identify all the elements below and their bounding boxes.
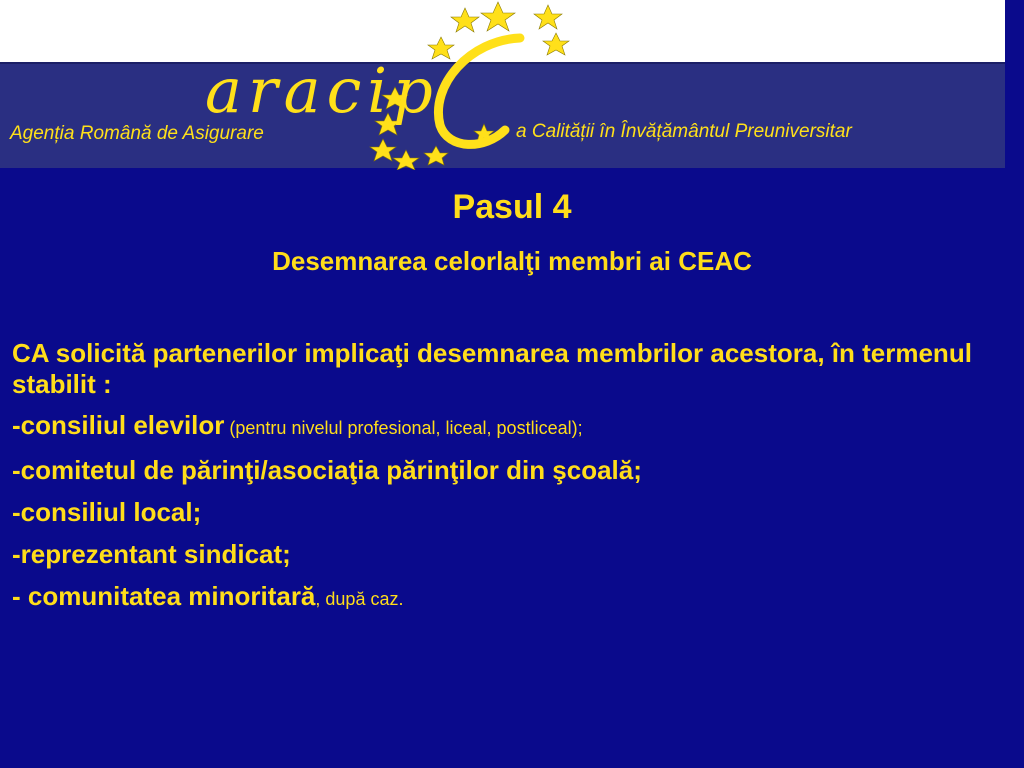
star-icon <box>481 2 515 31</box>
slide-subtitle: Desemnarea celorlalţi membri ai CEAC <box>272 246 752 276</box>
item-main: - comunitatea minoritară <box>12 581 316 611</box>
item-note: (pentru nivelul profesional, liceal, postliceal); <box>224 418 583 438</box>
star-icon <box>543 33 569 55</box>
slide-body <box>12 338 1012 626</box>
agency-name-left: Agenția Română de Asigurare <box>10 123 264 144</box>
star-icon <box>451 8 479 32</box>
item-main: -reprezentant sindicat; <box>12 539 291 569</box>
list-item <box>12 455 1012 486</box>
item-main: -consiliul elevilor <box>12 410 225 440</box>
list-item <box>12 539 1012 570</box>
logo-c-swoosh <box>438 38 520 144</box>
star-icon <box>424 146 448 165</box>
intro-paragraph: CA solicită partenerilor implicaţi desemnarea membrilor acestora, în termenul stabilit : <box>12 338 972 399</box>
item-main: -consiliul local; <box>12 497 202 527</box>
aracip-logo <box>0 0 1005 170</box>
list-item <box>12 581 1012 615</box>
item-main: -comitetul de părinţi/asociaţia părinţilor din şcoală; <box>12 455 642 485</box>
agency-name-right: a Calității în Învățământul Preuniversitar <box>516 121 852 142</box>
star-icon <box>534 5 562 29</box>
star-icon <box>393 150 419 170</box>
list-item <box>12 410 1012 444</box>
list-item <box>12 497 1012 528</box>
item-note: , după caz. <box>315 589 404 609</box>
logo-wordmark: aracip <box>205 54 439 127</box>
slide-title: Pasul 4 <box>452 188 572 226</box>
